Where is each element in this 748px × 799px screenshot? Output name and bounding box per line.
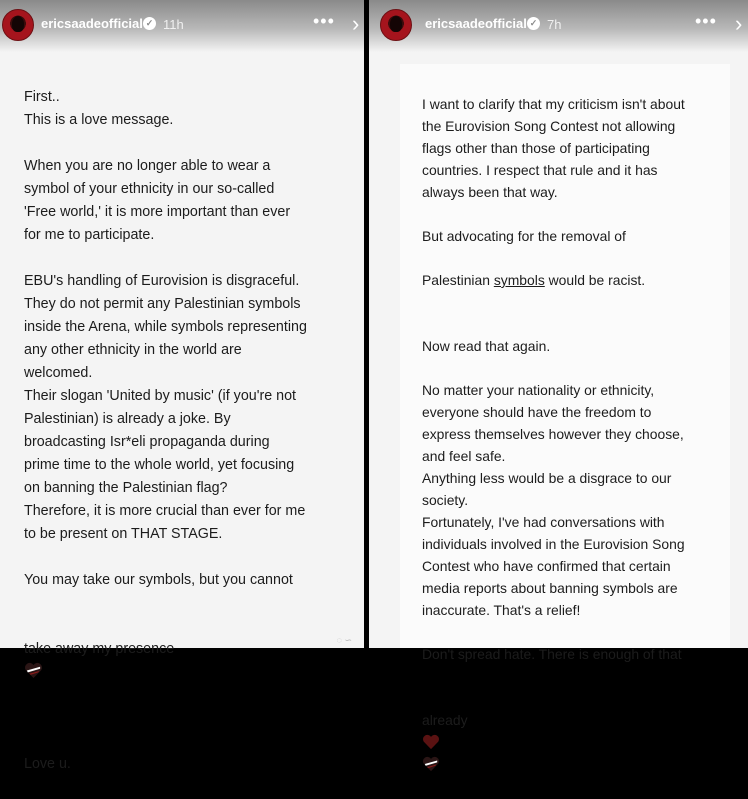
username[interactable]: ericsaadeofficial: [41, 16, 143, 31]
story-text-line: [422, 357, 740, 379]
story-left[interactable]: [0, 0, 364, 772]
verified-badge-icon: ✓: [527, 17, 540, 30]
story-header: [0, 0, 364, 52]
story-text-line: [24, 707, 354, 730]
story-text-line: to be present on THAT STAGE.: [24, 526, 223, 542]
avatar[interactable]: [2, 9, 34, 41]
watermark: ◌ ∽: [336, 635, 352, 645]
story-text-line: for me to participate.: [24, 227, 155, 243]
story-text-line: This is a love message.: [24, 112, 174, 128]
story-text-line: Contest who have confirmed that certain: [422, 558, 671, 574]
story-text-line: welcomed.: [24, 365, 93, 381]
story-text-line: Their slogan 'United by music' (if you're not: [24, 388, 297, 404]
story-text-lines: [24, 86, 354, 592]
story-text-line: They do not permit any Palestinian symbols: [24, 296, 301, 312]
heart-icon: [422, 734, 440, 750]
story-text-line: When you are no longer able to wear a: [24, 158, 271, 174]
story-text-line: First..: [24, 89, 60, 105]
story-text-line: Now read that again.: [422, 338, 551, 354]
story-text-line: on banning the Palestinian flag?: [24, 480, 228, 496]
story-text-line: media reports about banning symbols are: [422, 580, 678, 596]
story-text-line-text: take away my presence: [24, 641, 175, 657]
story-text-line: Anything less would be a disgrace to our: [422, 470, 672, 486]
story-header: [369, 0, 748, 52]
more-dots-icon[interactable]: •••: [313, 11, 335, 31]
story-text-line: any other ethnicity in the world are: [24, 342, 242, 358]
chevron-right-icon[interactable]: ›: [735, 11, 743, 36]
story-text-line: countries. I respect that rule and it has: [422, 162, 658, 178]
timestamp: 11h: [163, 17, 184, 32]
story-text-line: inside the Arena, while symbols representing: [24, 319, 307, 335]
story-text-lines: [422, 313, 740, 665]
story-text-line: and feel safe.: [422, 448, 506, 464]
story-text-line: [422, 203, 740, 225]
story-text: [24, 63, 354, 799]
story-text-line: Therefore, it is more crucial than ever for me: [24, 503, 306, 519]
text-segment: would be racist.: [544, 272, 646, 288]
avatar[interactable]: [380, 9, 412, 41]
story-text-line: [24, 247, 354, 270]
story-text-line: individuals involved in the Eurovision Song: [422, 536, 685, 552]
story-text-line: flags other than those of participating: [422, 140, 650, 156]
heart-icon: [24, 662, 43, 679]
story-text-line: I want to clarify that my criticism isn't about: [422, 96, 685, 112]
heart-icon: [422, 756, 440, 772]
story-text-line: broadcasting Isr*eli propaganda during: [24, 434, 270, 450]
story-text-line: the Eurovision Song Contest not allowing: [422, 118, 676, 134]
chevron-right-icon[interactable]: ›: [352, 11, 360, 36]
story-text-line: society.: [422, 492, 469, 508]
story-text: [422, 71, 740, 797]
love-line: Love u.: [24, 756, 71, 772]
story-text-line: symbol of your ethnicity in our so-called: [24, 181, 275, 197]
story-text-line-text: already: [422, 712, 468, 728]
story-text-line: always been that way.: [422, 184, 558, 200]
story-text-line: Palestinian) is already a joke. By: [24, 411, 231, 427]
story-text-line: Don't spread hate. There is enough of that: [422, 646, 682, 662]
story-text-line: EBU's handling of Eurovision is disgraceful.: [24, 273, 300, 289]
story-text-line: 'Free world,' it is more important than ever: [24, 204, 291, 220]
story-text-line: [422, 269, 740, 291]
story-text-line: [24, 615, 354, 684]
story-text-line: You may take our symbols, but you cannot: [24, 572, 293, 588]
timestamp: 7h: [547, 17, 562, 32]
story-text-line: [422, 313, 740, 335]
story-text-line: But advocating for the removal of: [422, 228, 626, 244]
underlined-word: symbols: [493, 272, 545, 288]
username[interactable]: ericsaadeofficial: [425, 16, 527, 31]
story-text-lines: [422, 93, 740, 247]
story-text-line: inaccurate. That's a relief!: [422, 602, 581, 618]
text-segment: Palestinian: [422, 272, 494, 288]
verified-badge-icon: ✓: [143, 17, 156, 30]
story-text-line: [422, 621, 740, 643]
story-text-line: [24, 132, 354, 155]
story-right[interactable]: [369, 0, 748, 728]
story-text-line: express themselves however they choose,: [422, 426, 684, 442]
story-text-line: [422, 687, 740, 775]
story-text-line: Fortunately, I've had conversations with: [422, 514, 665, 530]
story-text-line: [24, 546, 354, 569]
story-text-line: No matter your nationality or ethnicity,: [422, 382, 655, 398]
more-dots-icon[interactable]: •••: [695, 11, 717, 31]
story-text-line: everyone should have the freedom to: [422, 404, 652, 420]
story-text-line: prime time to the whole world, yet focusing: [24, 457, 295, 473]
